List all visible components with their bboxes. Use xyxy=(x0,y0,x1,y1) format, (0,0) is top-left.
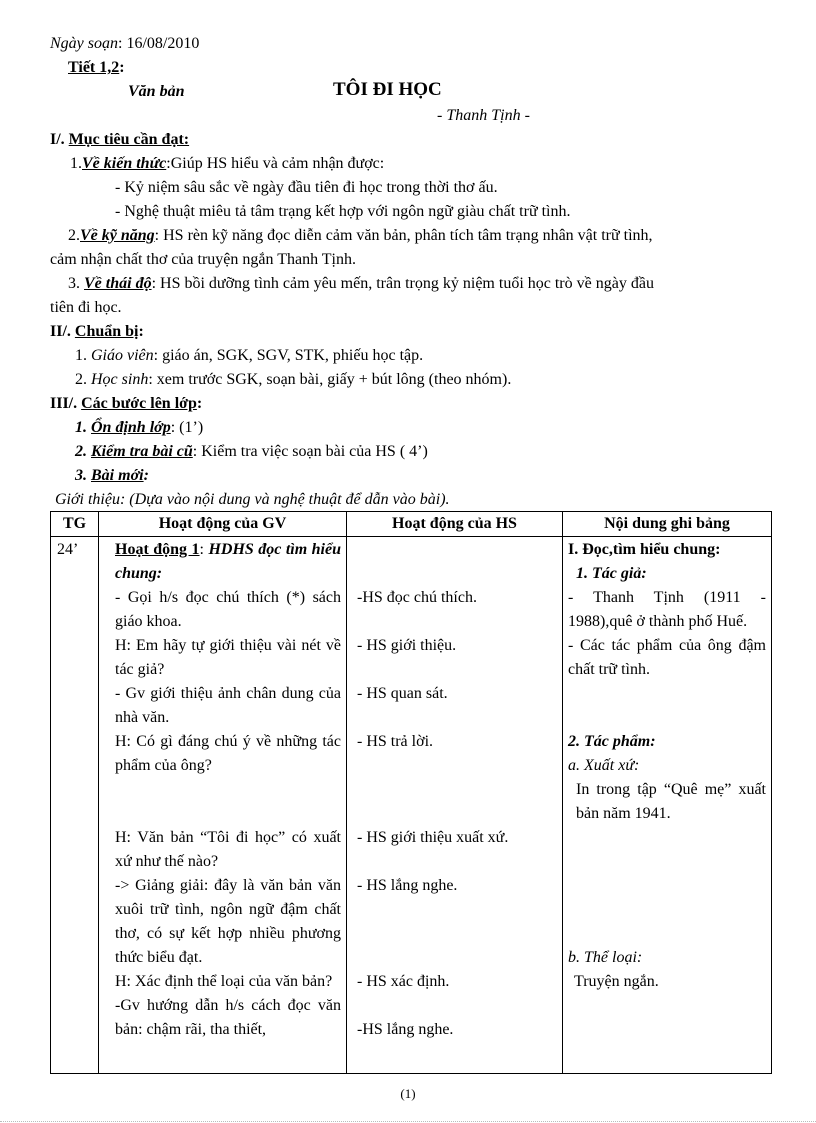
prep-student xyxy=(75,368,511,392)
date-label: Ngày soạn xyxy=(50,35,118,52)
list-item: - HS xác định. xyxy=(357,973,450,990)
lesson-line xyxy=(68,56,125,80)
list-item: -HS đọc chú thích. xyxy=(357,589,477,606)
spacer xyxy=(568,706,766,730)
list-item: H: Em hãy tự giới thiệu vài nét về tác giả? xyxy=(115,637,341,678)
spacer xyxy=(568,874,766,898)
spacer xyxy=(568,682,766,706)
objective-attitude-cont: tiên đi học. xyxy=(50,299,122,316)
page-number: (1) xyxy=(400,1086,416,1101)
list-item: H: Có gì đáng chú ý về những tác phẩm của ông? xyxy=(115,733,341,774)
knowledge-bullet-2: - Nghệ thuật miêu tả tâm trạng kết hợp với ngôn ngữ giàu chất trữ tình. xyxy=(115,203,571,220)
section-1-number: I/. xyxy=(50,131,69,148)
spacer xyxy=(568,826,766,850)
spacer xyxy=(357,658,557,682)
spacer xyxy=(357,538,557,562)
objective-1-number: 1. xyxy=(70,155,82,172)
teacher-activity-cell xyxy=(99,537,347,1074)
prep-2-text: : xem trước SGK, soạn bài, giấy + bút lông (theo nhóm). xyxy=(148,371,512,388)
section-2-colon: : xyxy=(138,323,144,340)
step-1-label: Ổn định lớp xyxy=(91,419,171,436)
time-value: 24’ xyxy=(57,541,79,558)
step-2-label: Kiểm tra bài cũ xyxy=(91,443,193,460)
step-3-number: 3. xyxy=(75,467,91,484)
section-3-number: III/. xyxy=(50,395,82,412)
lesson-label: Tiết 1,2 xyxy=(68,59,120,76)
objective-3-text: : HS bồi dưỡng tình cảm yêu mến, trân trọng kỷ niệm tuổi học trò về ngày đầu xyxy=(151,275,654,292)
time-cell xyxy=(51,537,99,1074)
list-item: - Gọi h/s đọc chú thích (*) sách giáo khoa. xyxy=(115,589,341,630)
content-origin-text: In trong tập “Quê mẹ” xuất bản năm 1941. xyxy=(576,781,766,822)
content-author-bio: - Thanh Tịnh (1911 - 1988),quê ở thành phố Huế. xyxy=(568,589,766,630)
spacer xyxy=(357,802,557,826)
spacer xyxy=(357,778,557,802)
spacer xyxy=(357,850,557,874)
step-3-colon: : xyxy=(143,467,149,484)
prep-2-number: 2. xyxy=(75,371,91,388)
step-1-number: 1. xyxy=(75,419,91,436)
prep-1-label: Giáo viên xyxy=(91,347,154,364)
list-item: H: Văn bản “Tôi đi học” có xuất xứ như thế nào? xyxy=(115,829,341,870)
prep-teacher xyxy=(75,344,423,368)
objective-1-label: Về kiến thức xyxy=(82,155,167,172)
section-3-title: Các bước lên lớp xyxy=(81,395,197,412)
activity-label: Hoạt động 1 xyxy=(115,541,200,558)
list-item: H: Xác định thể loại của văn bản? xyxy=(115,973,333,990)
objective-attitude xyxy=(68,272,654,296)
objective-2-number: 2. xyxy=(68,227,80,244)
spacer xyxy=(357,994,557,1018)
spacer xyxy=(357,946,557,970)
step-1-text: : (1’) xyxy=(170,419,204,436)
list-item: - HS lắng nghe. xyxy=(357,877,458,894)
lesson-colon: : xyxy=(119,59,125,76)
content-subheading-work: 2. Tác phẩm: xyxy=(568,733,656,750)
spacer xyxy=(357,922,557,946)
content-heading: I. Đọc,tìm hiểu chung: xyxy=(568,541,721,558)
student-activity-list xyxy=(347,537,562,1042)
spacer xyxy=(357,706,557,730)
prep-1-number: 1. xyxy=(75,347,91,364)
introduction-line: Giới thiệu: (Dựa vào nội dung và nghệ thuật để dẫn vào bài). xyxy=(55,491,450,508)
knowledge-bullet-1: - Kỷ niệm sâu sắc về ngày đầu tiên đi học trong thời thơ ấu. xyxy=(115,179,498,196)
objective-skills xyxy=(68,224,653,248)
spacer xyxy=(357,898,557,922)
step-2-text: : Kiểm tra việc soạn bài của HS ( 4’) xyxy=(192,443,428,460)
table-header-row xyxy=(51,512,772,537)
list-item: -> Giảng giải: đây là văn bản văn xuôi trữ tình, ngôn ngữ đậm chất thơ, có sự kết hợp nhiều phương thức biểu đạt. xyxy=(115,877,341,966)
step-2-number: 2. xyxy=(75,443,91,460)
section-3-heading xyxy=(50,392,202,416)
header-teacher: Hoạt động của GV xyxy=(99,512,347,537)
list-item: -HS lắng nghe. xyxy=(357,1021,454,1038)
content-author-works: - Các tác phẩm của ông đậm chất trữ tình. xyxy=(568,637,766,678)
list-item: - HS trả lời. xyxy=(357,733,434,750)
spacer xyxy=(357,562,557,586)
prep-1-text: : giáo án, SGK, SGV, STK, phiếu học tập. xyxy=(153,347,424,364)
objective-skills-cont: cảm nhận chất thơ của truyện ngắn Thanh Tịnh. xyxy=(50,251,356,268)
objective-3-number: 3. xyxy=(68,275,84,292)
board-content xyxy=(563,537,771,994)
activity-heading xyxy=(115,538,341,586)
content-genre-text: Truyện ngắn. xyxy=(574,973,659,990)
content-origin-label: a. Xuất xứ: xyxy=(568,757,640,774)
student-activity-cell xyxy=(347,537,563,1074)
list-item: - HS giới thiệu xuất xứ. xyxy=(357,829,509,846)
section-1-heading xyxy=(50,128,189,152)
board-content-cell xyxy=(563,537,772,1074)
teacher-activity-list xyxy=(99,537,346,1042)
spacer xyxy=(357,610,557,634)
spacer xyxy=(357,754,557,778)
date-line xyxy=(50,32,199,56)
author-line: - Thanh Tịnh - xyxy=(437,107,530,124)
section-2-number: II/. xyxy=(50,323,75,340)
header-student: Hoạt động của HS xyxy=(347,512,563,537)
objective-1-text: :Giúp HS hiểu và cảm nhận được: xyxy=(166,155,385,172)
spacer xyxy=(568,898,766,922)
header-time: TG xyxy=(51,512,99,537)
activity-title: HDHS đọc tìm hiểu chung: xyxy=(115,541,342,582)
list-item: - Gv giới thiệu ảnh chân dung của nhà văn. xyxy=(115,685,341,726)
table-row xyxy=(51,537,772,1074)
step-3 xyxy=(75,464,149,488)
section-2-heading xyxy=(50,320,144,344)
page-bottom-divider xyxy=(0,1121,816,1122)
step-1 xyxy=(75,416,203,440)
content-subheading-author: 1. Tác giả: xyxy=(576,565,647,582)
content-genre-label: b. Thể loại: xyxy=(568,949,643,966)
document-title: TÔI ĐI HỌC xyxy=(333,79,442,100)
text-type: Văn bản xyxy=(128,83,185,100)
objective-knowledge xyxy=(70,152,384,176)
list-item: - HS quan sát. xyxy=(357,685,448,702)
step-2 xyxy=(75,440,428,464)
section-2-title: Chuẩn bị xyxy=(74,323,139,340)
lesson-plan-table xyxy=(50,511,772,1074)
objective-2-text: : HS rèn kỹ năng đọc diễn cảm văn bản, phân tích tâm trạng nhân vật trữ tình, xyxy=(154,227,653,244)
spacer xyxy=(568,850,766,874)
objective-3-label: Về thái độ xyxy=(84,275,152,292)
list-item: - HS giới thiệu. xyxy=(357,637,457,654)
spacer xyxy=(115,778,341,802)
list-item: -Gv hướng dẫn h/s cách đọc văn bản: chậm rãi, tha thiết, xyxy=(115,997,341,1038)
step-3-label: Bài mới xyxy=(91,467,144,484)
prep-2-label: Học sinh xyxy=(91,371,149,388)
date-value: : 16/08/2010 xyxy=(118,35,200,52)
spacer xyxy=(568,922,766,946)
section-1-title: Mục tiêu cần đạt: xyxy=(68,131,190,148)
spacer xyxy=(115,802,341,826)
section-3-colon: : xyxy=(196,395,203,412)
objective-2-label: Về kỹ năng xyxy=(80,227,155,244)
activity-colon: : xyxy=(199,541,209,558)
header-content: Nội dung ghi bảng xyxy=(563,512,772,537)
